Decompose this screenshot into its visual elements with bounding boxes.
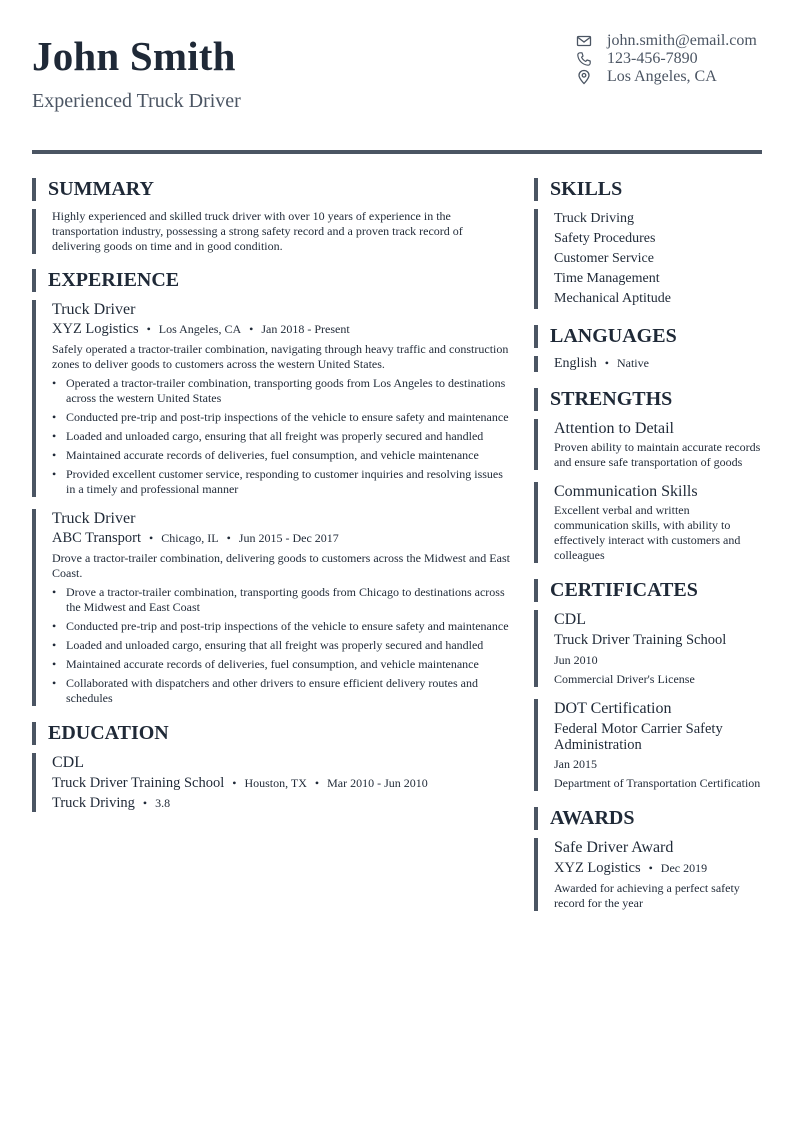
certificates-heading: CERTIFICATES xyxy=(534,579,766,602)
summary-section xyxy=(32,178,514,254)
certificate-item xyxy=(534,610,766,687)
email-text[interactable]: john.smith@email.com xyxy=(607,32,757,49)
experience-item xyxy=(32,300,514,497)
separator-dot: • xyxy=(648,861,653,875)
education-heading: EDUCATION xyxy=(32,722,514,745)
list-item: • Operated a tractor-trailer combination, transporting goods from Los Angeles to destinations across the western United States xyxy=(52,376,514,406)
separator-dot: • xyxy=(232,776,237,790)
skill-item: Mechanical Aptitude xyxy=(554,291,672,306)
job-location: Los Angeles, CA xyxy=(158,322,242,336)
list-item: • Conducted pre-trip and post-trip inspections of the vehicle to ensure safety and maintenance xyxy=(52,619,514,634)
awards-section xyxy=(534,807,766,911)
certificate-issuer: Truck Driver Training School xyxy=(554,632,727,648)
job-role: Truck Driver xyxy=(52,301,136,318)
certificate-description: Commercial Driver's License xyxy=(554,672,695,686)
skills-heading: SKILLS xyxy=(534,178,766,201)
list-item: • Maintained accurate records of deliveries, fuel consumption, and vehicle maintenance xyxy=(52,448,514,463)
job-bullets xyxy=(52,585,514,706)
education-degree: CDL xyxy=(52,754,84,771)
certificate-issuer: Federal Motor Carrier Safety Administration xyxy=(554,721,723,753)
job-bullets xyxy=(52,376,514,497)
summary-heading: SUMMARY xyxy=(32,178,514,201)
list-item: • Drove a tractor-trailer combination, transporting goods from Chicago to destinations across the Midwest and East Coast xyxy=(52,585,514,615)
certificate-name: DOT Certification xyxy=(554,700,672,717)
education-item xyxy=(32,753,514,812)
skill-item: Safety Procedures xyxy=(554,231,656,246)
award-date: Dec 2019 xyxy=(660,861,708,875)
education-location: Houston, TX xyxy=(244,776,307,790)
strength-name: Communication Skills xyxy=(554,483,698,500)
education-meta xyxy=(52,775,514,792)
strengths-heading: STRENGTHS xyxy=(534,388,766,411)
job-meta xyxy=(52,321,514,338)
separator-dot: • xyxy=(249,322,254,336)
summary-body xyxy=(32,209,514,254)
award-meta xyxy=(554,860,766,877)
education-field: Truck Driving xyxy=(52,795,135,811)
award-name: Safe Driver Award xyxy=(554,839,674,856)
job-description: Drove a tractor-trailer combination, delivering goods to customers across the Midwest and East Coast. xyxy=(52,551,510,580)
job-meta xyxy=(52,530,514,547)
certificate-date: Jan 2015 xyxy=(554,757,597,771)
language-level: Native xyxy=(616,356,649,370)
certificate-date: Jun 2010 xyxy=(554,653,598,667)
strengths-section xyxy=(534,388,766,563)
languages-heading: LANGUAGES xyxy=(534,325,766,348)
location-pin-icon xyxy=(576,69,592,85)
skills-list xyxy=(534,209,766,309)
list-item: • Maintained accurate records of deliveries, fuel consumption, and vehicle maintenance xyxy=(52,657,514,672)
job-dates: Jan 2018 - Present xyxy=(261,322,350,336)
skill-item: Truck Driving xyxy=(554,211,634,226)
education-gpa: 3.8 xyxy=(155,796,171,810)
languages-section xyxy=(534,325,766,372)
language-name: English xyxy=(554,356,597,371)
job-dates: Jun 2015 - Dec 2017 xyxy=(238,531,339,545)
strength-text: Excellent verbal and written communication skills, with ability to effectively interact with customers and colleagues xyxy=(554,503,741,562)
separator-dot: • xyxy=(146,322,151,336)
separator-dot: • xyxy=(314,776,320,790)
job-location: Chicago, IL xyxy=(161,531,219,545)
awards-heading: AWARDS xyxy=(534,807,766,830)
strength-item xyxy=(534,419,766,470)
contact-email[interactable] xyxy=(576,32,762,50)
job-description: Safely operated a tractor-trailer combination, navigating through heavy traffic and construction zones to deliver goods to customers across the western United States. xyxy=(52,342,509,371)
education-section xyxy=(32,722,514,812)
award-issuer: XYZ Logistics xyxy=(554,860,641,876)
sidebar-column xyxy=(534,178,766,911)
job-role: Truck Driver xyxy=(52,510,136,527)
languages-list xyxy=(534,356,766,372)
location-text: Los Angeles, CA xyxy=(607,68,717,85)
contact-phone[interactable] xyxy=(576,50,762,68)
certificate-item xyxy=(534,699,766,791)
candidate-title: Experienced Truck Driver xyxy=(32,90,241,112)
list-item: • Loaded and unloaded cargo, ensuring that all freight was properly secured and handled xyxy=(52,429,514,444)
education-school: Truck Driver Training School xyxy=(52,775,225,791)
certificates-section xyxy=(534,579,766,791)
job-company: ABC Transport xyxy=(52,530,142,546)
list-item: • Loaded and unloaded cargo, ensuring that all freight was properly secured and handled xyxy=(52,638,514,653)
resume-header xyxy=(32,30,762,120)
award-description: Awarded for achieving a perfect safety record for the year xyxy=(554,881,740,910)
separator-dot: • xyxy=(604,356,609,370)
summary-text: Highly experienced and skilled truck driver with over 10 years of experience in the transportation industry, possessing a strong safety record and a proven track record of delivering goods on time and in good condition. xyxy=(52,209,463,253)
skill-item: Time Management xyxy=(554,271,660,286)
separator-dot: • xyxy=(226,531,231,545)
separator-dot: • xyxy=(142,796,148,810)
job-company: XYZ Logistics xyxy=(52,321,139,337)
header-divider xyxy=(32,150,762,154)
language-item xyxy=(554,356,766,372)
strength-text: Proven ability to maintain accurate records and ensure safe transportation of goods xyxy=(554,440,761,469)
mail-icon xyxy=(576,33,592,49)
education-field-row xyxy=(52,795,514,812)
skill-item: Customer Service xyxy=(554,251,654,266)
strength-item xyxy=(534,482,766,563)
candidate-name: John Smith xyxy=(32,33,236,79)
contact-block xyxy=(576,32,762,86)
separator-dot: • xyxy=(149,531,154,545)
experience-section xyxy=(32,269,514,706)
experience-heading: EXPERIENCE xyxy=(32,269,514,292)
contact-location xyxy=(576,68,762,86)
list-item: • Conducted pre-trip and post-trip inspections of the vehicle to ensure safety and maintenance xyxy=(52,410,514,425)
main-column xyxy=(32,178,514,812)
list-item: • Collaborated with dispatchers and other drivers to ensure efficient delivery routes and schedules xyxy=(52,676,514,706)
phone-text[interactable]: 123-456-7890 xyxy=(607,50,698,67)
strength-name: Attention to Detail xyxy=(554,420,674,437)
phone-icon xyxy=(576,51,592,67)
skills-section xyxy=(534,178,766,309)
certificate-name: CDL xyxy=(554,611,586,628)
certificate-description: Department of Transportation Certification xyxy=(554,776,761,790)
list-item: • Provided excellent customer service, responding to customer inquiries and resolving issues in a timely and professional manner xyxy=(52,467,514,497)
award-item xyxy=(534,838,766,911)
education-dates: Mar 2010 - Jun 2010 xyxy=(327,776,428,790)
experience-item xyxy=(32,509,514,706)
